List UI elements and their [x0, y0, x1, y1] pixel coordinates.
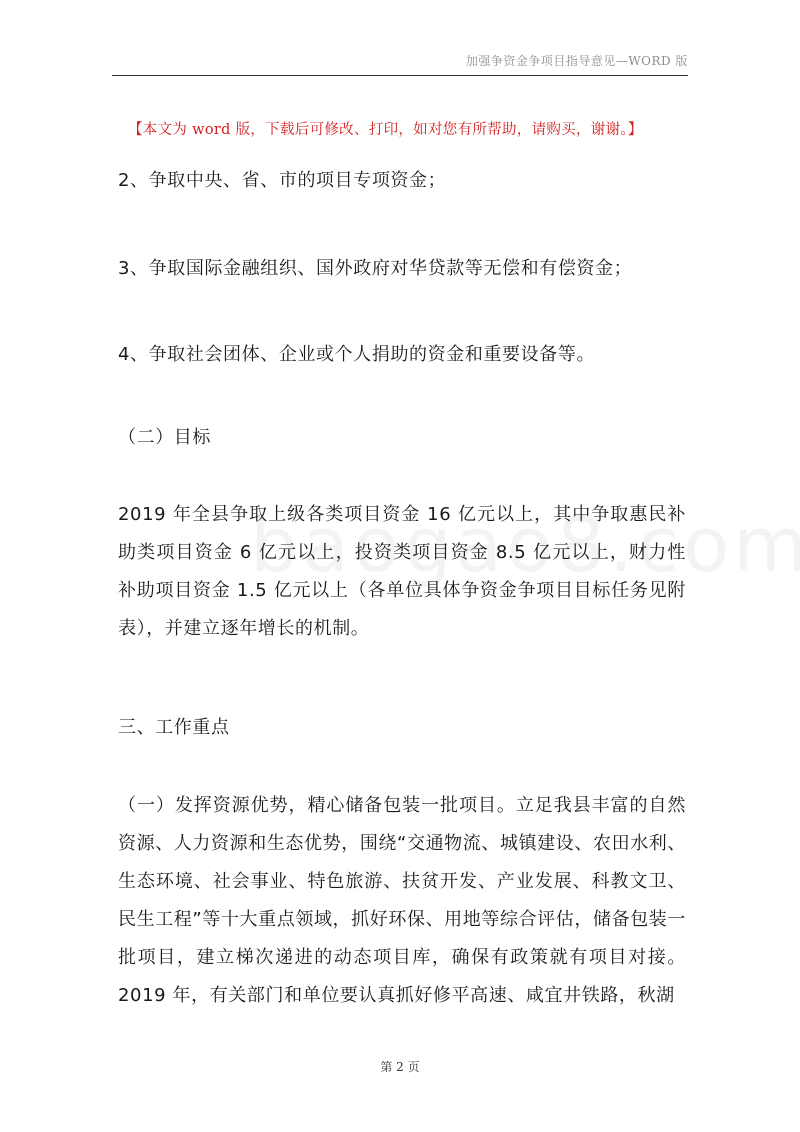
- list-item: 4、争取社会团体、企业或个人捐助的资金和重要设备等。: [118, 344, 596, 365]
- work-focus-paragraph-text: （一）发挥资源优势，精心储备包装一批项目。立足我县丰富的自然资源、人力资源和生态优势，围绕“交通物流、城镇建设、农田水利、生态环境、社会事业、特色旅游、扶贫开发、产业发展、科教文卫、民生工程”等十大重点领域，抓好环保、用地等综合评估，储备包装一批项目，建立梯次递进的动态项目库，确保有政策就有项目对接。2019 年，有关部门和单位要认真抓好修平高速、咸宜井铁路，秋湖: [118, 795, 686, 1006]
- header-divider: [112, 75, 688, 76]
- target-paragraph: [118, 496, 686, 648]
- page-number: 第 2 页: [380, 1060, 420, 1074]
- section-heading-work-focus: 三、工作重点: [118, 717, 230, 738]
- list-item: 2、争取中央、省、市的项目专项资金；: [118, 170, 447, 191]
- work-focus-paragraph: [118, 787, 686, 1015]
- download-notice: 【本文为 word 版，下载后可修改、打印，如对您有所帮助，请购买，谢谢。】: [128, 122, 643, 138]
- target-paragraph-text: 2019 年全县争取上级各类项目资金 16 亿元以上，其中争取惠民补助类项目资金 6 亿元以上，投资类项目资金 8.5 亿元以上，财力性补助项目资金 1.5 亿元以上（各单位具体争资金争项目目标任务见附表），并建立逐年增长的机制。: [118, 504, 686, 639]
- section-heading-target: （二）目标: [118, 427, 211, 448]
- list-item: 3、争取国际金融组织、国外政府对华贷款等无偿和有偿资金；: [118, 258, 633, 279]
- document-header-title: 加强争资金争项目指导意见—WORD 版: [465, 54, 688, 68]
